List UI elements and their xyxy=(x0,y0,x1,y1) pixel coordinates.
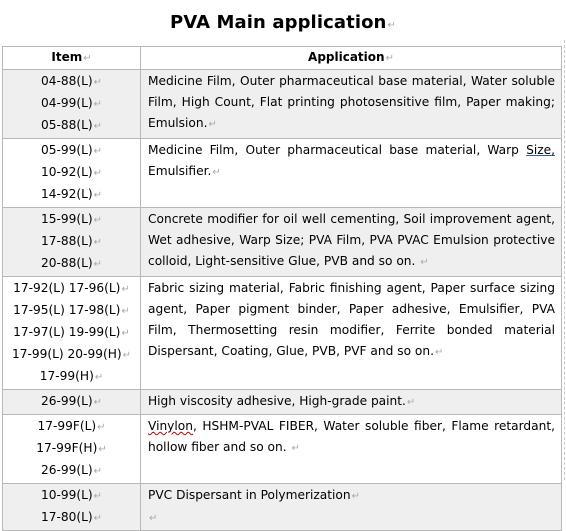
application-cell: Concrete modifier for oil well cementing, Soil improvement agent, Wet adhesive, Warp Size; PVA Film, PVA PVAC Emulsion protective colloid, Light-sensitive Glue, PVB and so on. ↵ xyxy=(141,208,562,277)
table-row xyxy=(3,139,562,208)
item-cell: 17-99F(L)↵ 17-99F(H)↵ 26-99(L)↵ xyxy=(3,415,141,484)
application-cell: Medicine Film, Outer pharmaceutical base material, Warp Size, Emulsifier.↵ xyxy=(141,139,562,208)
item-cell: 10-99(L)↵ 17-80(L)↵ xyxy=(3,484,141,531)
item-cell: 17-92(L) 17-96(L)↵ 17-95(L) 17-98(L)↵ 17-97(L) 19-99(L)↵ 17-99(L) 20-99(H)↵ 17-99(H)↵ xyxy=(3,277,141,390)
table-row xyxy=(3,277,562,390)
application-cell: Fabric sizing material, Fabric finishing agent, Paper surface sizing agent, Paper pigment binder, Paper adhesive, Emulsifier, PVA Film, Thermosetting resin modifier, Ferrite bonded material Dispersant, Coating, Glue, PVB, PVF and so on.↵ xyxy=(141,277,562,390)
item-cell: 05-99(L)↵ 10-92(L)↵ 14-92(L)↵ xyxy=(3,139,141,208)
application-cell: PVC Dispersant in Polymerization↵ ↵ xyxy=(141,484,562,531)
application-cell: Vinylon, HSHM-PVAL FIBER, Water soluble fiber, Flame retardant, hollow fiber and so on. ↵ xyxy=(141,415,562,484)
item-cell: 26-99(L)↵ xyxy=(3,390,141,415)
table-row xyxy=(3,415,562,484)
table-row xyxy=(3,208,562,277)
application-cell: High viscosity adhesive, High-grade paint.↵ xyxy=(141,390,562,415)
column-header-application: Application↵ xyxy=(141,47,562,70)
table-row xyxy=(3,70,562,139)
page-title: PVA Main application↵ xyxy=(170,12,396,33)
table-row xyxy=(3,484,562,531)
item-cell: 15-99(L)↵ 17-88(L)↵ 20-88(L)↵ xyxy=(3,208,141,277)
table-row xyxy=(3,390,562,415)
column-header-item: Item↵ xyxy=(3,47,141,70)
paragraph-mark: ↵ xyxy=(387,20,396,31)
application-cell: Medicine Film, Outer pharmaceutical base material, Water soluble Film, High Count, Flat printing photosensitive film, Paper making; Emulsion.↵ xyxy=(141,70,562,139)
item-cell: 04-88(L)↵ 04-99(L)↵ 05-88(L)↵ xyxy=(3,70,141,139)
application-table xyxy=(2,46,562,531)
